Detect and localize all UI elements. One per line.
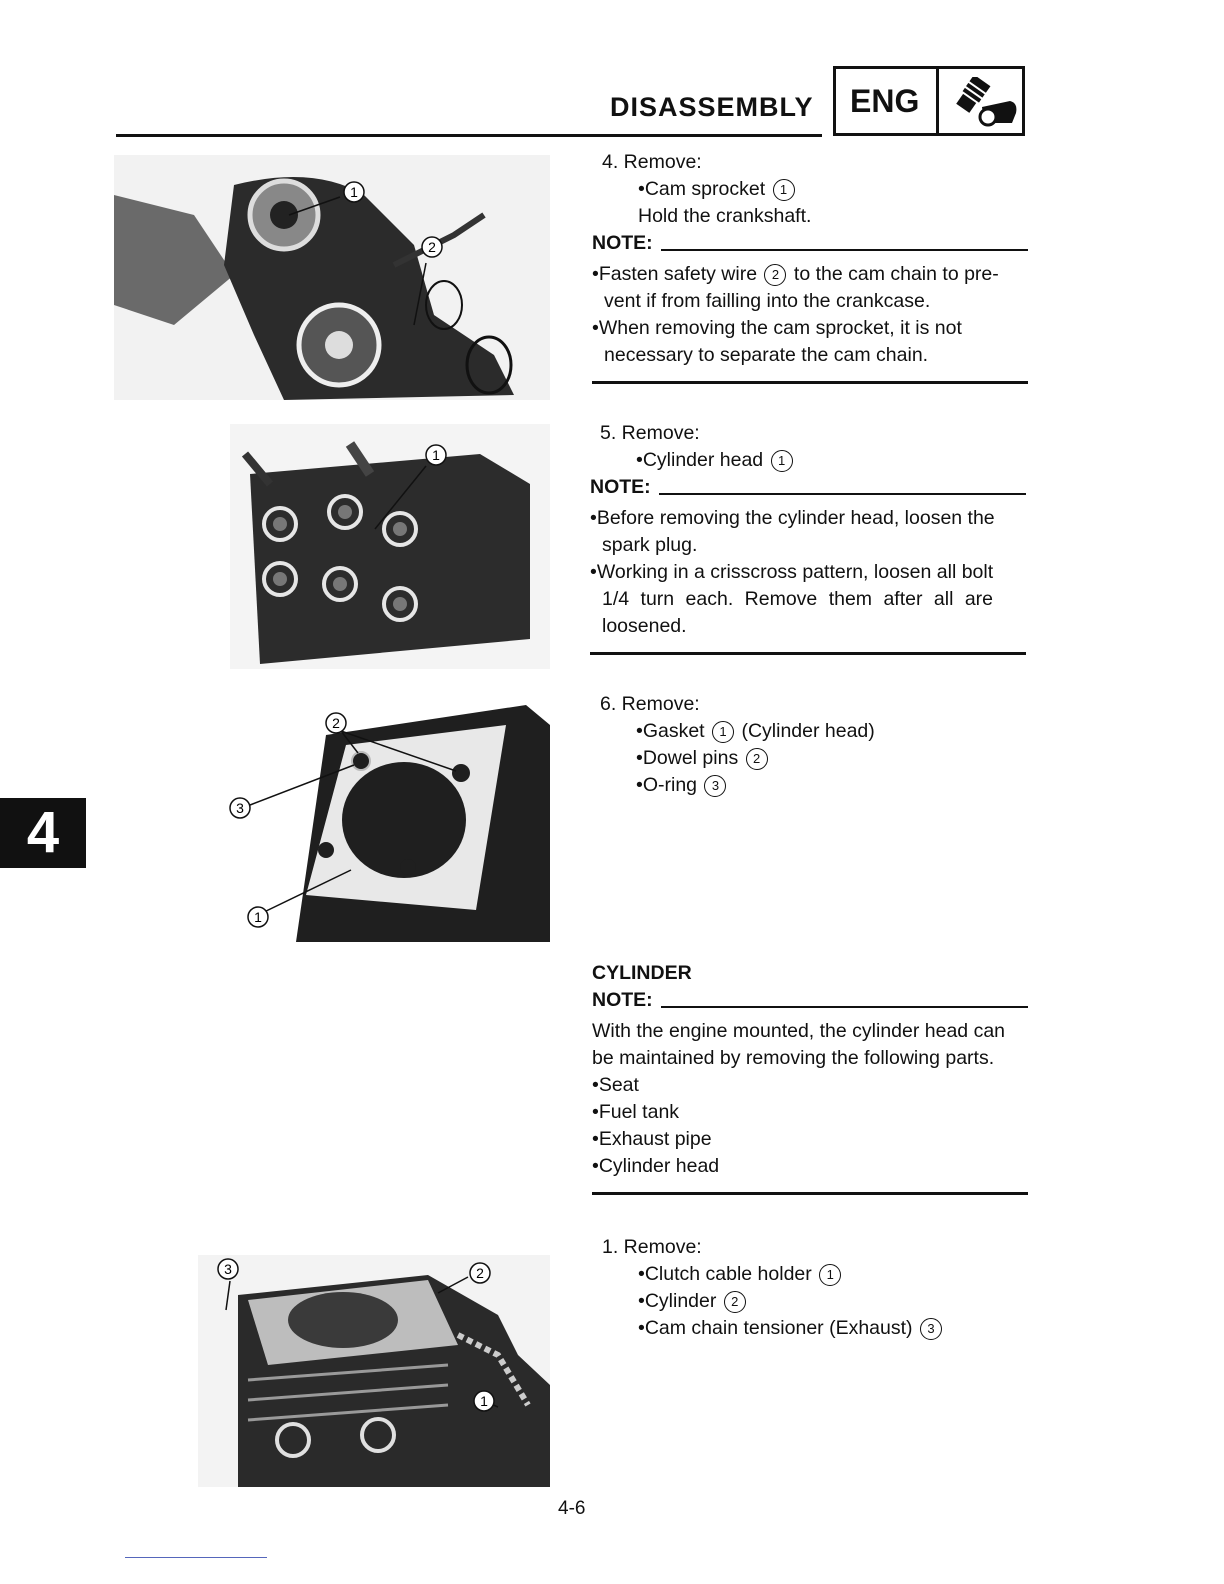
- badge-divider: [936, 69, 939, 133]
- step-4-item: [592, 176, 1028, 203]
- note-header: [592, 230, 1028, 257]
- note-item: [592, 261, 1028, 288]
- step-6-heading: 6. Remove:: [600, 693, 700, 715]
- note-continuation: necessary to separate the cam chain.: [604, 344, 929, 366]
- header-rule: [116, 134, 822, 137]
- ref-marker: 3: [704, 775, 726, 797]
- ref-marker: 2: [764, 264, 786, 286]
- note-line: [659, 493, 1026, 495]
- item-text: •Cam chain tensioner (Exhaust): [638, 1317, 913, 1339]
- note-text: With the engine mounted, the cylinder head can: [592, 1020, 1006, 1042]
- step-4-heading: 4. Remove:: [602, 151, 702, 173]
- item-text: •Cylinder head: [636, 449, 764, 471]
- footer-line: [125, 1557, 267, 1558]
- note-continuation: 1/4 turn each. Remove them after all are: [602, 588, 994, 610]
- step-6-item: [590, 745, 1026, 772]
- callout-1: 1: [254, 909, 262, 925]
- ref-marker: 1: [712, 721, 734, 743]
- photo-cam-sprocket: [114, 155, 550, 400]
- step-4-block: [592, 149, 1028, 384]
- step-5-block: [590, 420, 1026, 655]
- note-label: NOTE:: [590, 476, 651, 498]
- step-1-item: [592, 1261, 1028, 1288]
- note-end-rule: [592, 381, 1028, 384]
- item-text: •Dowel pins: [636, 747, 739, 769]
- step-6-item: [590, 772, 1026, 799]
- step-1-block: [592, 1234, 1028, 1342]
- note-item: •Working in a crisscross pattern, loosen all bolt: [590, 561, 994, 583]
- page-title: DISASSEMBLY: [610, 92, 814, 122]
- callout-2: 2: [476, 1265, 484, 1281]
- callout-3: 3: [224, 1261, 232, 1277]
- list-item: •Cylinder head: [592, 1155, 720, 1177]
- step-6-block: [590, 691, 1026, 799]
- note-item: •When removing the cam sprocket, it is not: [592, 317, 962, 339]
- note-label: NOTE:: [592, 989, 653, 1011]
- item-text: •Clutch cable holder: [638, 1263, 812, 1285]
- note-line: [661, 1006, 1028, 1008]
- step-1-item: [592, 1315, 1028, 1342]
- ref-marker: 1: [771, 450, 793, 472]
- item-text: (Cylinder head): [741, 720, 875, 742]
- note-item: •Before removing the cylinder head, loosen the: [590, 507, 995, 529]
- item-text: •Cylinder: [638, 1290, 717, 1312]
- section-code: ENG: [850, 83, 920, 119]
- callout-2: 2: [428, 239, 436, 255]
- ref-marker: 1: [773, 179, 795, 201]
- ref-marker: 1: [819, 1264, 841, 1286]
- list-item: •Exhaust pipe: [592, 1128, 712, 1150]
- note-text: to the cam chain to pre-: [793, 263, 999, 285]
- note-continuation: vent if from failling into the crankcase.: [604, 290, 931, 312]
- note-header: [592, 987, 1028, 1014]
- cylinder-section: [592, 960, 1028, 1195]
- note-line: [661, 249, 1028, 251]
- ref-marker: 3: [920, 1318, 942, 1340]
- chapter-tab: 4: [0, 798, 86, 868]
- page-number: 4-6: [558, 1498, 586, 1519]
- step-6-item: [590, 718, 1026, 745]
- note-label: NOTE:: [592, 232, 653, 254]
- callout-1: 1: [350, 184, 358, 200]
- photo-gasket: [226, 695, 550, 942]
- item-text: •Cam sprocket: [638, 178, 766, 200]
- note-header: [590, 474, 1026, 501]
- step-1-item: [592, 1288, 1028, 1315]
- list-item: •Seat: [592, 1074, 639, 1096]
- ref-marker: 2: [724, 1291, 746, 1313]
- note-end-rule: [590, 652, 1026, 655]
- note-text: be maintained by removing the following parts.: [592, 1047, 995, 1069]
- photo-cylinder-head: [230, 424, 550, 669]
- section-badge: [833, 66, 1025, 136]
- step-4-sub: Hold the crankshaft.: [638, 205, 812, 227]
- callout-1: 1: [432, 447, 440, 463]
- callout-3: 3: [236, 800, 244, 816]
- section-heading: CYLINDER: [592, 962, 692, 984]
- step-1-heading: 1. Remove:: [602, 1236, 702, 1258]
- photo-cylinder: [198, 1255, 550, 1487]
- note-end-rule: [592, 1192, 1028, 1195]
- item-text: •Gasket: [636, 720, 705, 742]
- item-text: •O-ring: [636, 774, 698, 796]
- note-text: •Fasten safety wire: [592, 263, 758, 285]
- engine-icon: [948, 77, 1020, 129]
- callout-2: 2: [332, 715, 340, 731]
- ref-marker: 2: [746, 748, 768, 770]
- callout-1: 1: [480, 1393, 488, 1409]
- note-continuation: spark plug.: [602, 534, 698, 556]
- step-5-heading: 5. Remove:: [600, 422, 700, 444]
- step-5-item: [590, 447, 1026, 474]
- list-item: •Fuel tank: [592, 1101, 680, 1123]
- note-continuation: loosened.: [602, 615, 687, 637]
